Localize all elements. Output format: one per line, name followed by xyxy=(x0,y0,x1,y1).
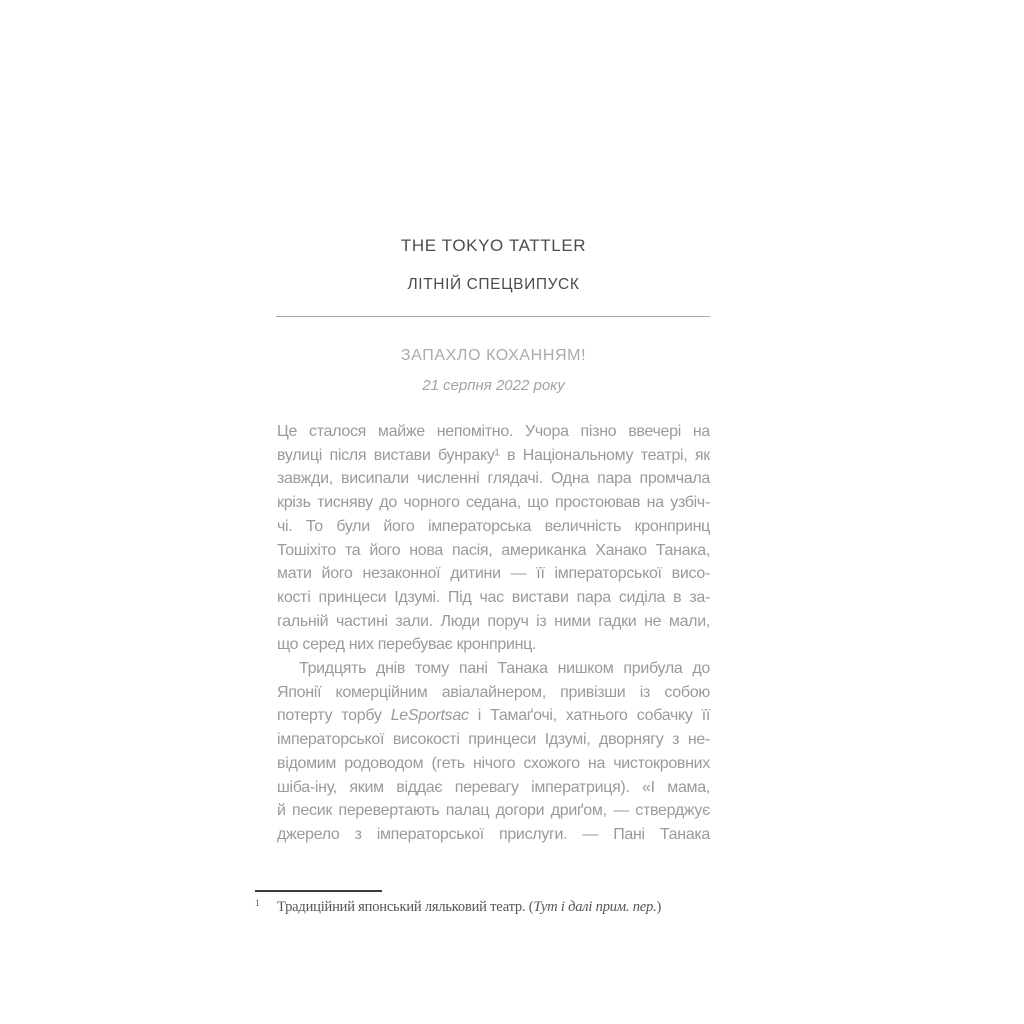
body-line: вулиці після вистави бунраку¹ в Національному театрі, як xyxy=(277,446,710,464)
footnote-divider-rule xyxy=(255,890,382,892)
body-line: Це сталося майже непомітно. Учора пізно ввечері на xyxy=(277,423,710,440)
header-divider-rule xyxy=(276,316,710,317)
article-dateline: 21 серпня 2022 року xyxy=(422,377,565,394)
footnote-text: Традиційний японський ляльковий театр. (Тут і далі прим. пер.) xyxy=(277,899,662,915)
body-line: кості принцеси Ідзумі. Під час вистави пара сиділа в за- xyxy=(277,588,710,606)
body-line: гальній частині зали. Люди поруч із ними гадки не мали, xyxy=(277,612,710,630)
footnote-marker: 1 xyxy=(255,898,260,908)
body-line: відомим родоводом (геть нічого схожого на чистокровних xyxy=(277,754,710,772)
body-line: джерело з імператорської прислуги. — Пані Танака xyxy=(277,825,710,843)
body-line: й песик перевертають палац догори дриґом, — стверджує xyxy=(277,802,710,820)
body-line: Японії комерційним авіалайнером, привізши із собою xyxy=(277,683,710,701)
body-line: потерту торбу LeSportsac і Тамаґочі, хатнього собачку її xyxy=(277,707,710,725)
body-line: що серед них перебуває кронпринц. xyxy=(277,636,537,654)
body-line: шіба-іну, яким віддає перевагу імператриця). «І мама, xyxy=(277,778,710,796)
issue-subtitle: ЛІТНІЙ СПЕЦВИПУСК xyxy=(407,276,580,293)
body-line: крізь тисняву до чорного седана, що простоював на узбіч- xyxy=(277,494,710,512)
footnote xyxy=(255,898,735,916)
body-line: Тридцять днів тому пані Танака нишком прибула до xyxy=(299,660,710,678)
body-line: завжди, висипали численні глядачі. Одна пара промчала xyxy=(277,470,710,488)
body-line: імператорської високості принцеси Ідзумі, дворнягу з не- xyxy=(277,731,710,749)
body-line: мати його незаконної дитини — її імператорської висо- xyxy=(277,565,710,583)
article-headline: ЗАПАХЛО КОХАННЯМ! xyxy=(400,347,587,364)
masthead-title: THE TOKYO TATTLER xyxy=(400,236,587,255)
body-line: чі. То були його імператорська величність кронпринц xyxy=(277,517,710,535)
body-line: Тошіхіто та його нова пасія, американка Ханако Танака, xyxy=(277,541,710,559)
article-body xyxy=(277,420,710,847)
